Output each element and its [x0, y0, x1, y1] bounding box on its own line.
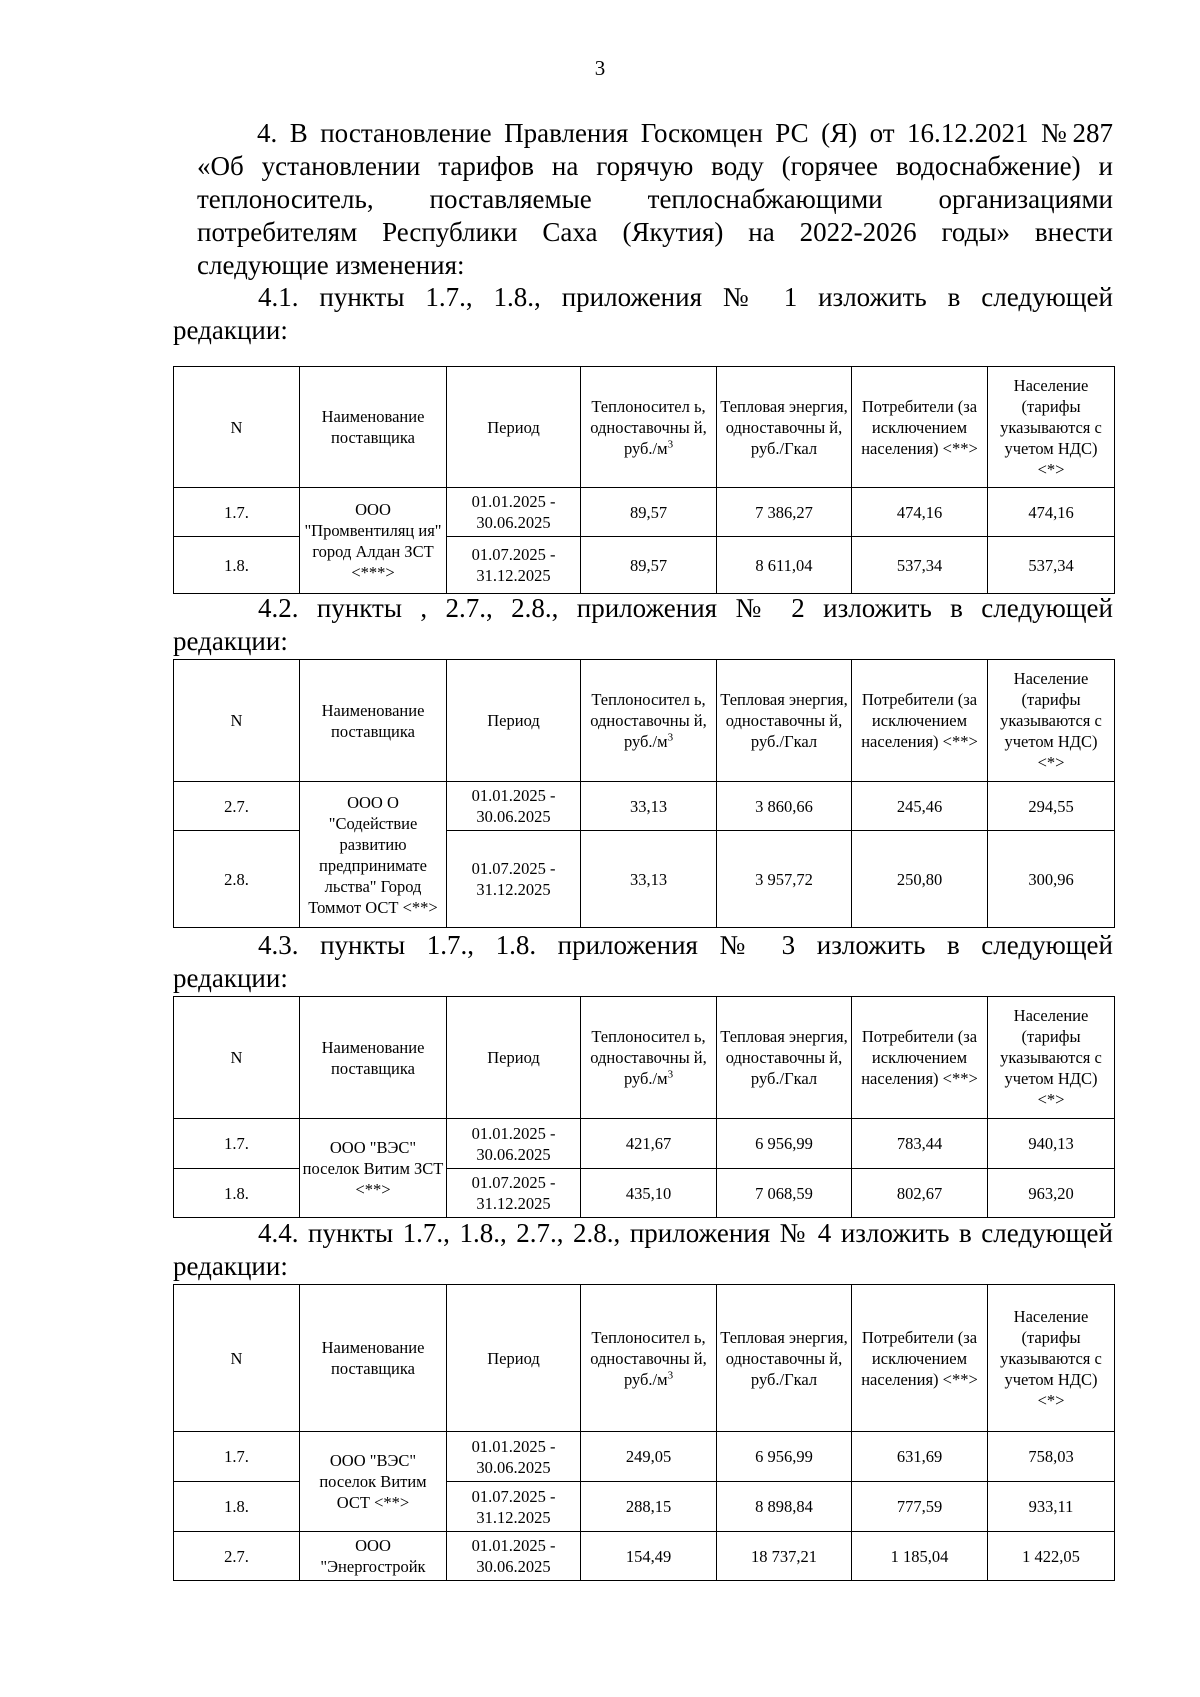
- header-supplier: Наименование поставщика: [300, 660, 447, 782]
- header-population: Население (тарифы указываются с учетом НДС) <*>: [988, 660, 1115, 782]
- cell-coolant: 33,13: [581, 831, 717, 928]
- cell-period: 01.01.2025 - 30.06.2025: [447, 1119, 581, 1169]
- cell-n: 2.7.: [174, 782, 300, 831]
- tariff-table-1: [173, 366, 1115, 594]
- cell-coolant: 249,05: [581, 1432, 717, 1482]
- header-n: N: [174, 660, 300, 782]
- cell-population: 963,20: [988, 1169, 1115, 1218]
- header-consumers: Потребители (за исключением населения) <**>: [852, 1285, 988, 1432]
- cell-heat: 3 860,66: [717, 782, 852, 831]
- cell-consumers: 802,67: [852, 1169, 988, 1218]
- cell-heat: 6 956,99: [717, 1432, 852, 1482]
- header-heat: Тепловая энергия, одноставочны й, руб./Гкал: [717, 660, 852, 782]
- table-row: [174, 1532, 1115, 1581]
- cell-consumers: 537,34: [852, 537, 988, 594]
- section-heading-4-3: [173, 929, 1113, 995]
- cell-coolant: 435,10: [581, 1169, 717, 1218]
- header-coolant: [581, 367, 717, 488]
- header-population: Население (тарифы указываются с учетом НДС) <*>: [988, 997, 1115, 1119]
- cell-period: 01.01.2025 - 30.06.2025: [447, 1532, 581, 1581]
- cell-population: 300,96: [988, 831, 1115, 928]
- cell-n: 1.7.: [174, 1119, 300, 1169]
- cell-period: 01.01.2025 - 30.06.2025: [447, 488, 581, 537]
- header-consumers: Потребители (за исключением населения) <**>: [852, 367, 988, 488]
- intro-paragraph: [197, 117, 1113, 282]
- header-coolant-text: Теплоносител ь, одноставочны й, руб./м: [590, 690, 707, 751]
- header-consumers: Потребители (за исключением населения) <**>: [852, 660, 988, 782]
- section-heading-line: редакции:: [173, 963, 288, 993]
- cell-population: 1 422,05: [988, 1532, 1115, 1581]
- header-n: N: [174, 1285, 300, 1432]
- header-coolant: [581, 660, 717, 782]
- page-number: 3: [594, 56, 606, 80]
- header-heat: Тепловая энергия, одноставочны й, руб./Гкал: [717, 1285, 852, 1432]
- cell-period: 01.01.2025 - 30.06.2025: [447, 1432, 581, 1482]
- cell-consumers: 631,69: [852, 1432, 988, 1482]
- cell-n: 2.7.: [174, 1532, 300, 1581]
- header-coolant: [581, 1285, 717, 1432]
- header-period: Период: [447, 660, 581, 782]
- cell-supplier: ООО "Энергостройк: [300, 1532, 447, 1581]
- header-coolant-sup: 3: [667, 1068, 674, 1081]
- table-header-row: [174, 1285, 1115, 1432]
- cell-consumers: 250,80: [852, 831, 988, 928]
- cell-population: 537,34: [988, 537, 1115, 594]
- intro-line: «Об установлении тарифов на горячую воду (горячее водоснабжение) и: [197, 151, 1113, 181]
- cell-supplier: ООО "ВЭС" поселок Витим ЗСТ <**>: [300, 1119, 447, 1218]
- tariff-table-3: [173, 996, 1115, 1218]
- cell-population: 940,13: [988, 1119, 1115, 1169]
- cell-heat: 3 957,72: [717, 831, 852, 928]
- cell-population: 933,11: [988, 1482, 1115, 1532]
- cell-supplier: ООО О "Содействие развитию предпринимате льства" Город Томмот ОСТ <**>: [300, 782, 447, 928]
- intro-line: следующие изменения:: [197, 250, 465, 280]
- cell-heat: 7 068,59: [717, 1169, 852, 1218]
- cell-consumers: 783,44: [852, 1119, 988, 1169]
- header-coolant-sup: 3: [667, 438, 674, 450]
- header-coolant: [581, 997, 717, 1119]
- cell-heat: 8 611,04: [717, 537, 852, 594]
- section-heading-line: редакции:: [173, 1251, 288, 1281]
- table-header-row: [174, 660, 1115, 782]
- cell-period: 01.01.2025 - 30.06.2025: [447, 782, 581, 831]
- intro-line: теплоноситель, поставляемые теплоснабжающими организациями: [197, 184, 1113, 214]
- header-period: Период: [447, 1285, 581, 1432]
- table-row: [174, 488, 1115, 537]
- cell-heat: 7 386,27: [717, 488, 852, 537]
- cell-supplier: ООО "ВЭС" поселок Витим ОСТ <**>: [300, 1432, 447, 1532]
- section-heading-line: 4.3. пункты 1.7., 1.8. приложения № 3 изложить в следующей: [258, 930, 1113, 960]
- cell-period: 01.07.2025 - 31.12.2025: [447, 1169, 581, 1218]
- cell-consumers: 245,46: [852, 782, 988, 831]
- table-row: [174, 1432, 1115, 1482]
- intro-line: потребителям Республики Саха (Якутия) на 2022-2026 годы» внести: [197, 217, 1113, 247]
- section-heading-line: 4.1. пункты 1.7., 1.8., приложения № 1 изложить в следующей: [258, 282, 1113, 312]
- header-coolant-text: Теплоносител ь, одноставочны й, руб./м: [590, 1327, 707, 1389]
- tariff-table-2: [173, 659, 1115, 928]
- header-coolant-sup: 3: [667, 731, 674, 744]
- cell-consumers: 777,59: [852, 1482, 988, 1532]
- header-n: N: [174, 367, 300, 488]
- header-supplier: Наименование поставщика: [300, 997, 447, 1119]
- cell-population: 758,03: [988, 1432, 1115, 1482]
- header-supplier: Наименование поставщика: [300, 367, 447, 488]
- cell-n: 1.8.: [174, 1482, 300, 1532]
- table-header-row: [174, 997, 1115, 1119]
- header-heat: Тепловая энергия, одноставочны й, руб./Гкал: [717, 997, 852, 1119]
- cell-coolant: 89,57: [581, 488, 717, 537]
- header-consumers: Потребители (за исключением населения) <**>: [852, 997, 988, 1119]
- cell-heat: 18 737,21: [717, 1532, 852, 1581]
- cell-coolant: 33,13: [581, 782, 717, 831]
- cell-population: 474,16: [988, 488, 1115, 537]
- header-period: Период: [447, 367, 581, 488]
- header-population: Население (тарифы указываются с учетом НДС) <*>: [988, 1285, 1115, 1432]
- header-supplier: Наименование поставщика: [300, 1285, 447, 1432]
- tariff-table-4: [173, 1284, 1115, 1581]
- header-period: Период: [447, 997, 581, 1119]
- section-heading-4-2: [173, 592, 1113, 658]
- cell-period: 01.07.2025 - 31.12.2025: [447, 537, 581, 594]
- intro-line: 4. В постановление Правления Госкомцен РС (Я) от 16.12.2021 №287: [257, 118, 1113, 148]
- header-coolant-sup: 3: [667, 1369, 674, 1381]
- table-row: [174, 782, 1115, 831]
- cell-heat: 6 956,99: [717, 1119, 852, 1169]
- table-row: [174, 1119, 1115, 1169]
- section-heading-4-4: [173, 1217, 1113, 1283]
- table-header-row: [174, 367, 1115, 488]
- cell-period: 01.07.2025 - 31.12.2025: [447, 831, 581, 928]
- cell-heat: 8 898,84: [717, 1482, 852, 1532]
- cell-population: 294,55: [988, 782, 1115, 831]
- header-heat: Тепловая энергия, одноставочны й, руб./Гкал: [717, 367, 852, 488]
- cell-n: 2.8.: [174, 831, 300, 928]
- cell-n: 1.7.: [174, 1432, 300, 1482]
- cell-consumers: 474,16: [852, 488, 988, 537]
- cell-coolant: 288,15: [581, 1482, 717, 1532]
- cell-coolant: 154,49: [581, 1532, 717, 1581]
- cell-period: 01.07.2025 - 31.12.2025: [447, 1482, 581, 1532]
- section-heading-line: 4.4. пункты 1.7., 1.8., 2.7., 2.8., приложения № 4 изложить в следующей: [258, 1218, 1113, 1248]
- cell-consumers: 1 185,04: [852, 1532, 988, 1581]
- cell-coolant: 421,67: [581, 1119, 717, 1169]
- section-heading-line: редакции:: [173, 626, 288, 656]
- cell-supplier: ООО "Промвентиляц ия" город Алдан ЗСТ <***>: [300, 488, 447, 594]
- section-heading-line: редакции:: [173, 315, 288, 345]
- cell-n: 1.8.: [174, 1169, 300, 1218]
- header-n: N: [174, 997, 300, 1119]
- cell-coolant: 89,57: [581, 537, 717, 594]
- header-coolant-text: Теплоносител ь, одноставочны й, руб./м: [590, 396, 707, 458]
- header-population: Население (тарифы указываются с учетом НДС) <*>: [988, 367, 1115, 488]
- cell-n: 1.7.: [174, 488, 300, 537]
- cell-n: 1.8.: [174, 537, 300, 594]
- header-coolant-text: Теплоносител ь, одноставочны й, руб./м: [590, 1027, 707, 1088]
- section-heading-line: 4.2. пункты , 2.7., 2.8., приложения № 2 изложить в следующей: [258, 593, 1113, 623]
- section-heading-4-1: [173, 281, 1113, 347]
